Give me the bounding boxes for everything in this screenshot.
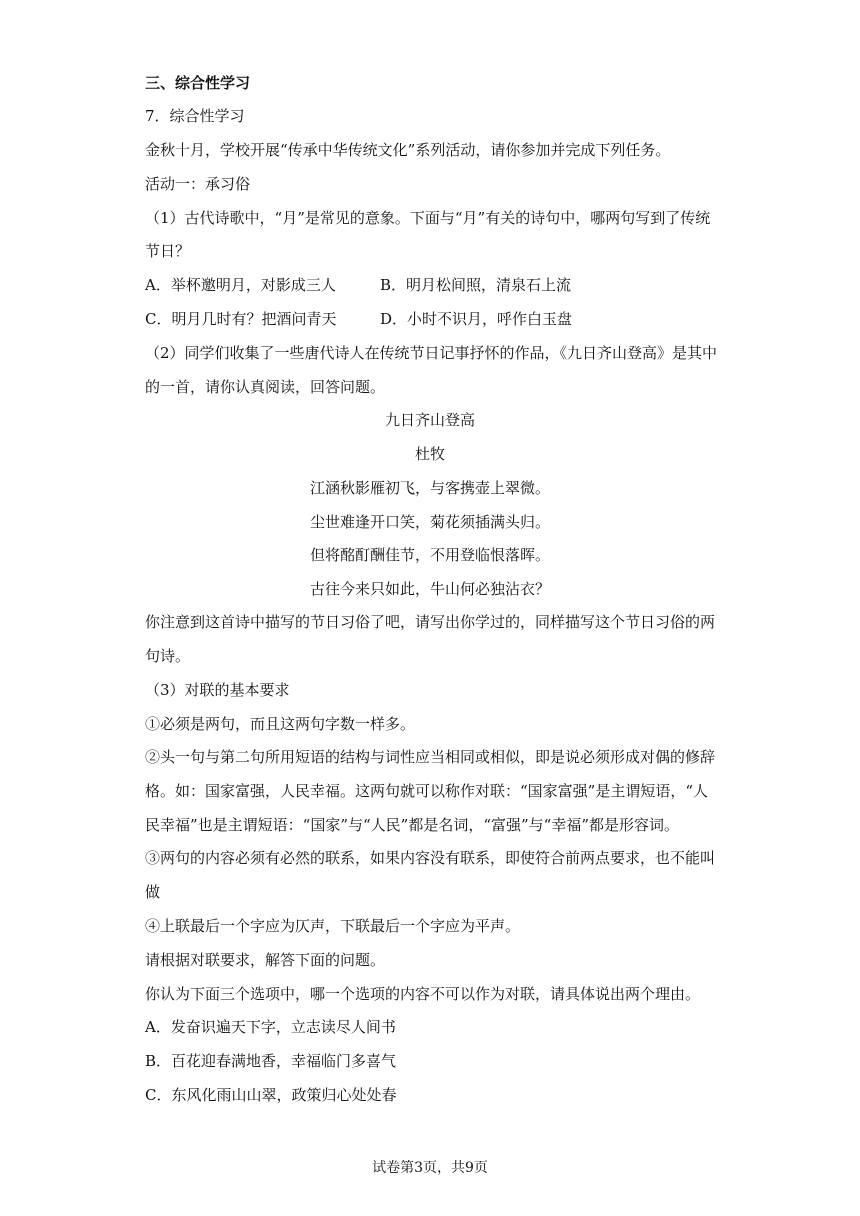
poem-line: 但将酩酊酬佳节，不用登临恨落晖。 bbox=[309, 546, 550, 564]
rule-3: ③两句的内容必须有必然的联系，如果内容没有联系，即使符合前两点要求，也不能叫 bbox=[145, 849, 716, 867]
rule-2: 格。如：国家富强，人民幸福。这两句就可以称作对联：“国家富强”是主谓短语，“人 bbox=[145, 782, 709, 800]
option-a: A．举杯邀明月，对影成三人 bbox=[145, 276, 336, 294]
q3-ask: 你认为下面三个选项中，哪一个选项的内容不可以作为对联，请具体说出两个理由。 bbox=[145, 985, 701, 1003]
q3-ask: 请根据对联要求，解答下面的问题。 bbox=[145, 951, 386, 969]
poem-title: 九日齐山登高 bbox=[384, 411, 475, 429]
q3-title: （3）对联的基本要求 bbox=[145, 681, 290, 699]
poem-line: 古往今来只如此，牛山何必独沾衣？ bbox=[309, 580, 550, 598]
rule-1: ①必须是两句，而且这两句字数一样多。 bbox=[145, 715, 416, 733]
q2-ask-line: 句诗。 bbox=[145, 647, 191, 665]
couplet-option-c: C．东风化雨山山翠，政策归心处处春 bbox=[145, 1086, 397, 1104]
poem-author: 杜牧 bbox=[414, 445, 445, 463]
q2-line: （2）同学们收集了一些唐代诗人在传统节日记事抒怀的作品，《九日齐山登高》是其中 bbox=[145, 344, 718, 362]
rule-3: 做 bbox=[145, 883, 161, 901]
rule-2: ②头一句与第二句所用短语的结构与词性应当相同或相似，即是说必须形成对偶的修辞 bbox=[145, 748, 716, 766]
question-title: 7．综合性学习 bbox=[145, 107, 245, 125]
option-b: B．明月松间照，清泉石上流 bbox=[380, 276, 572, 294]
option-d: D．小时不识月，呼作白玉盘 bbox=[380, 310, 573, 328]
couplet-option-b: B．百花迎春满地香，幸福临门多喜气 bbox=[145, 1052, 397, 1070]
activity-heading: 活动一：承习俗 bbox=[145, 175, 251, 193]
rule-4: ④上联最后一个字应为仄声，下联最后一个字应为平声。 bbox=[145, 917, 521, 935]
intro-text: 金秋十月，学校开展“传承中华传统文化”系列活动，请你参加并完成下列任务。 bbox=[145, 141, 671, 159]
poem-line: 江涵秋影雁初飞，与客携壶上翠微。 bbox=[309, 479, 550, 497]
poem-line: 尘世难逢开口笑，菊花须插满头归。 bbox=[309, 513, 550, 531]
rule-2: 民幸福”也是主谓短语：“国家”与“人民”都是名词，“富强”与“幸福”都是形容词。 bbox=[145, 816, 680, 834]
page-footer: 试卷第3页，共9页 bbox=[372, 1160, 488, 1176]
section-title: 三、综合性学习 bbox=[145, 74, 251, 92]
couplet-option-a: A．发奋识遍天下字，立志读尽人间书 bbox=[145, 1018, 396, 1036]
q2-line: 的一首，请你认真阅读，回答问题。 bbox=[145, 378, 386, 396]
option-c: C．明月几时有？把酒问青天 bbox=[145, 310, 337, 328]
q2-ask-line: 你注意到这首诗中描写的节日习俗了吧，请写出你学过的，同样描写这个节日习俗的两 bbox=[145, 613, 716, 631]
q1-line: （1）古代诗歌中，“月”是常见的意象。下面与“月”有关的诗句中，哪两句写到了传统 bbox=[145, 209, 711, 227]
q1-line: 节日？ bbox=[145, 242, 191, 260]
